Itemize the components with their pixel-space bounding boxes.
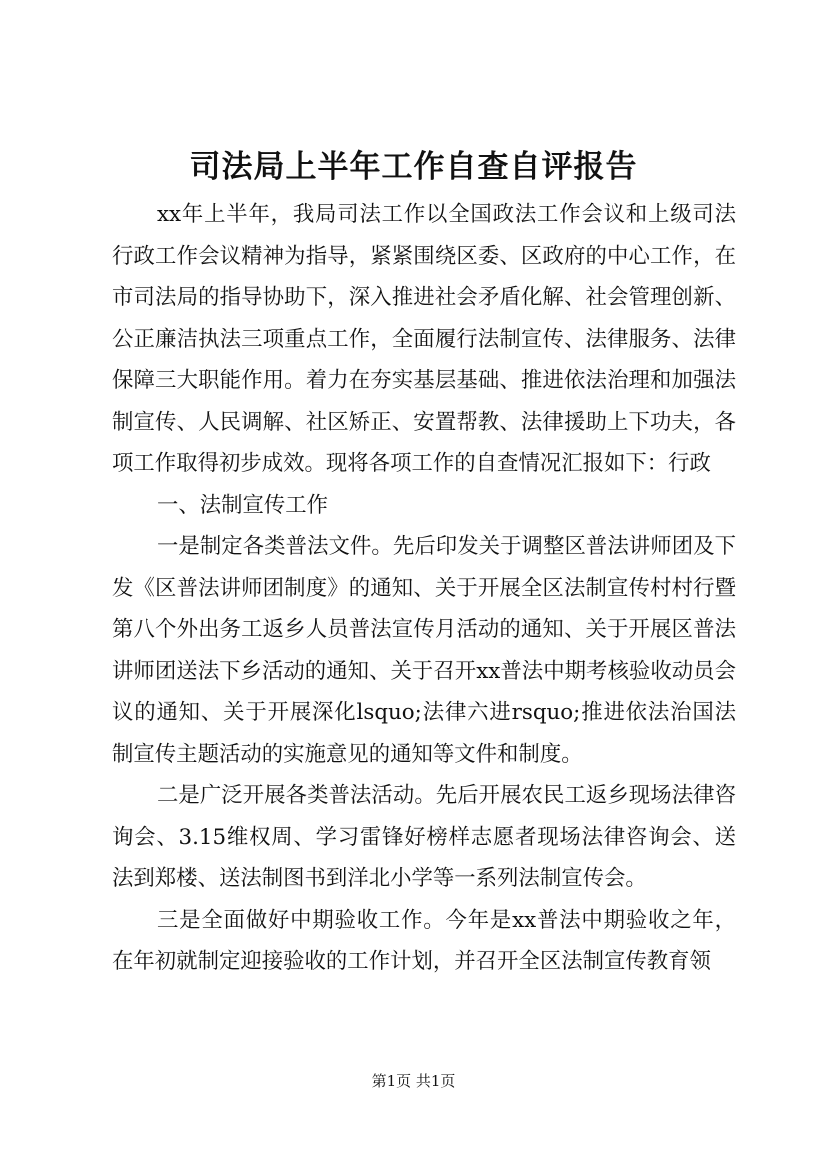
section-heading: 一、法制宣传工作	[156, 492, 329, 518]
page-title: 司法局上半年工作自查自评报告	[189, 149, 638, 185]
document-body	[112, 194, 736, 983]
page-footer: 第1页 共1页	[371, 1072, 456, 1090]
paragraph-item-1: 一是制定各类普法文件。先后印发关于调整区普法讲师团及下发《区普法讲师团制度》的通知、关于开展全区法制宣传村村行暨第八个外出务工返乡人员普法宣传月活动的通知、关于开展区普法讲师团送法下乡活动的通知、关于召开xx普法中期考核验收动员会议的通知、关于开展深化lsquo;法律六进rsquo;推进依法治国法制宣传主题活动的实施意见的通知等文件和制度。	[112, 534, 736, 767]
paragraph-item-3: 三是全面做好中期验收工作。今年是xx普法中期验收之年，在年初就制定迎接验收的工作计划，并召开全区法制宣传教育领	[112, 907, 736, 974]
paragraph-intro: xx年上半年，我局司法工作以全国政法工作会议和上级司法行政工作会议精神为指导，紧紧围绕区委、区政府的中心工作，在市司法局的指导协助下，深入推进社会矛盾化解、社会管理创新、公正廉洁执法三项重点工作，全面履行法制宣传、法律服务、法律保障三大职能作用。着力在夯实基层基础、推进依法治理和加强法制宣传、人民调解、社区矫正、安置帮教、法律援助上下功夫，各项工作取得初步成效。现将各项工作的自查情况汇报如下：行政	[112, 202, 736, 476]
paragraph-item-2: 二是广泛开展各类普法活动。先后开展农民工返乡现场法律咨询会、3.15维权周、学习雷锋好榜样志愿者现场法律咨询会、送法到郑楼、送法制图书到洋北小学等一系列法制宣传会。	[112, 783, 736, 891]
